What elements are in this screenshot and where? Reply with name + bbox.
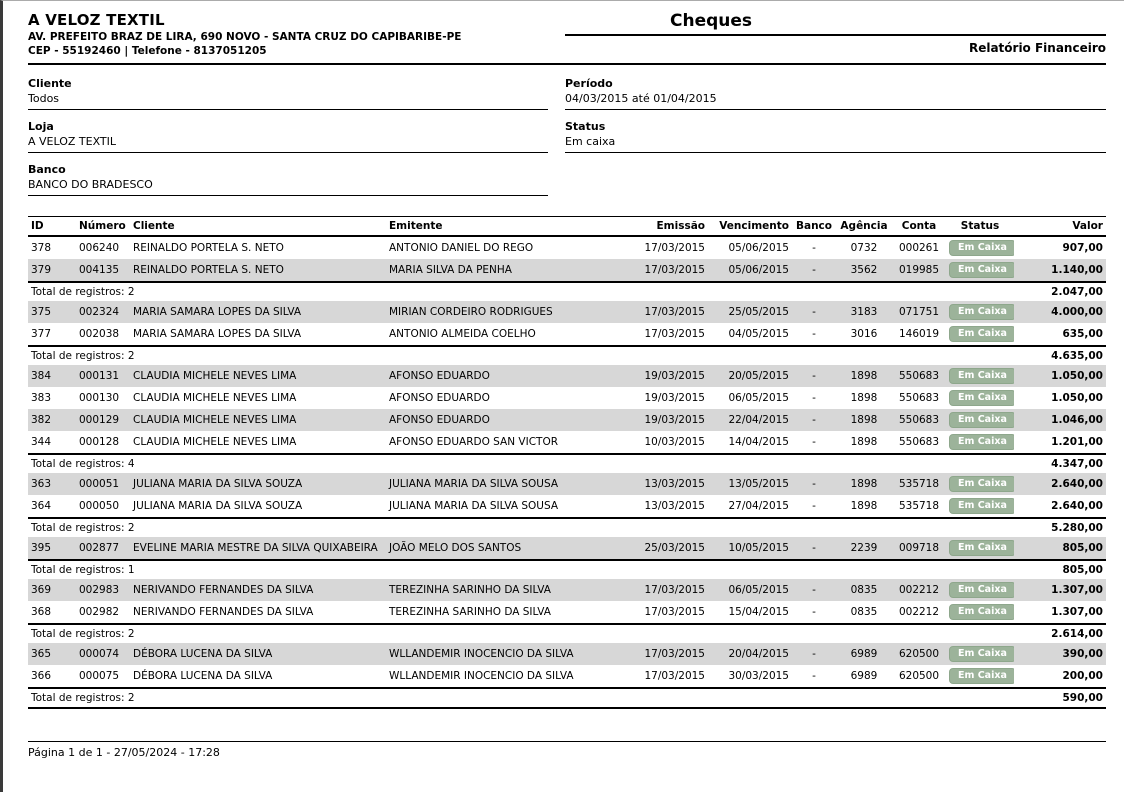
cell-status bbox=[946, 409, 1014, 431]
cell-numero: 000051 bbox=[76, 473, 130, 495]
cell-emissao: 17/03/2015 bbox=[638, 259, 708, 282]
cell-conta: 620500 bbox=[892, 665, 946, 688]
cell-agencia: 3562 bbox=[836, 259, 892, 282]
group-total-row bbox=[28, 624, 1106, 643]
cell-status bbox=[946, 601, 1014, 624]
cell-emitente: JOÃO MELO DOS SANTOS bbox=[386, 537, 638, 560]
cell-valor: 1.201,00 bbox=[1014, 431, 1106, 454]
cell-emitente: ANTONIO DANIEL DO REGO bbox=[389, 242, 534, 254]
cell-id: 378 bbox=[31, 242, 52, 254]
group-total-label: Total de registros: 4 bbox=[28, 454, 1014, 473]
cell-agencia: 1898 bbox=[836, 431, 892, 454]
cell-cliente: EVELINE MARIA MESTRE DA SILVA QUIXABEIRA bbox=[130, 537, 386, 560]
status-badge: Em Caixa bbox=[949, 412, 1014, 428]
cell-numero: 000131 bbox=[76, 365, 130, 387]
cell-id: 369 bbox=[28, 579, 76, 601]
cell-banco: - bbox=[812, 242, 816, 254]
cell-emissao: 17/03/2015 bbox=[638, 579, 708, 601]
cell-numero: 006240 bbox=[79, 242, 120, 254]
cell-numero: 002324 bbox=[76, 301, 130, 323]
cell-status bbox=[946, 643, 1014, 665]
cell-emissao: 17/03/2015 bbox=[638, 323, 708, 346]
cell-conta: 550683 bbox=[892, 365, 946, 387]
cell-id: 363 bbox=[28, 473, 76, 495]
cell-emitente: WLLANDEMIR INOCENCIO DA SILVA bbox=[386, 643, 638, 665]
table-row bbox=[28, 579, 1106, 601]
group-total-row bbox=[28, 346, 1106, 365]
status-badge: Em Caixa bbox=[949, 326, 1014, 342]
filter-loja-value: A VELOZ TEXTIL bbox=[28, 135, 117, 148]
company-name: A VELOZ TEXTIL bbox=[28, 11, 165, 29]
filters bbox=[28, 77, 1106, 206]
column-header-agência: Agência bbox=[836, 217, 892, 237]
cell-id: 368 bbox=[28, 601, 76, 624]
cell-numero: 000050 bbox=[76, 495, 130, 518]
cell-cliente: NERIVANDO FERNANDES DA SILVA bbox=[130, 601, 386, 624]
cell-banco: - bbox=[792, 643, 836, 665]
column-header-valor: Valor bbox=[1014, 217, 1106, 237]
cell-valor: 907,00 bbox=[1062, 242, 1103, 254]
group-total-value: 2.614,00 bbox=[1014, 624, 1106, 643]
cell-vencimento: 13/05/2015 bbox=[708, 473, 792, 495]
cell-emitente: AFONSO EDUARDO bbox=[386, 409, 638, 431]
cell-numero: 000074 bbox=[76, 643, 130, 665]
column-header-id: ID bbox=[28, 217, 76, 237]
cell-id: 382 bbox=[28, 409, 76, 431]
cell-banco: - bbox=[792, 259, 836, 282]
cell-conta: 002212 bbox=[892, 601, 946, 624]
cell-conta: 550683 bbox=[892, 431, 946, 454]
filter-periodo bbox=[565, 77, 1106, 110]
cell-agencia: 0835 bbox=[836, 579, 892, 601]
cell-conta: 550683 bbox=[898, 392, 940, 404]
cell-valor: 390,00 bbox=[1014, 643, 1106, 665]
table-row bbox=[28, 537, 1106, 560]
cell-banco: - bbox=[792, 323, 836, 346]
filter-cliente bbox=[28, 77, 548, 110]
group-total-row bbox=[28, 518, 1106, 537]
report-title-block bbox=[565, 11, 1106, 55]
status-badge: Em Caixa bbox=[949, 240, 1014, 256]
cell-id: 377 bbox=[28, 323, 76, 346]
cell-numero: 000129 bbox=[76, 409, 130, 431]
group-total-row bbox=[28, 454, 1106, 473]
cell-numero: 000130 bbox=[79, 392, 120, 404]
cell-valor: 1.307,00 bbox=[1014, 601, 1106, 624]
cell-status bbox=[946, 323, 1014, 346]
cell-conta: 019985 bbox=[892, 259, 946, 282]
cell-cliente: NERIVANDO FERNANDES DA SILVA bbox=[130, 579, 386, 601]
cell-numero: 000128 bbox=[76, 431, 130, 454]
cell-vencimento: 06/05/2015 bbox=[708, 579, 792, 601]
cell-banco: - bbox=[792, 409, 836, 431]
cell-conta: 535718 bbox=[892, 495, 946, 518]
filter-status bbox=[565, 120, 1106, 153]
column-header-emissão: Emissão bbox=[638, 217, 708, 237]
cell-emissao: 13/03/2015 bbox=[638, 495, 708, 518]
table-header-row bbox=[28, 217, 1106, 237]
cell-emissao: 17/03/2015 bbox=[638, 643, 708, 665]
cell-conta: 000261 bbox=[898, 242, 940, 254]
cell-banco: - bbox=[812, 392, 816, 404]
group-total-value: 590,00 bbox=[1014, 688, 1106, 708]
status-badge: Em Caixa bbox=[949, 582, 1014, 598]
cell-conta: 146019 bbox=[892, 323, 946, 346]
cell-banco: - bbox=[792, 495, 836, 518]
filter-status-label: Status bbox=[565, 120, 606, 133]
cell-emissao: 17/03/2015 bbox=[638, 665, 708, 688]
cell-emissao: 13/03/2015 bbox=[638, 473, 708, 495]
cell-id: 395 bbox=[28, 537, 76, 560]
column-header-emitente: Emitente bbox=[386, 217, 638, 237]
cell-cliente: CLAUDIA MICHELE NEVES LIMA bbox=[133, 392, 297, 404]
cell-id: 366 bbox=[28, 665, 76, 688]
table-header bbox=[28, 217, 1106, 237]
filter-periodo-value: 04/03/2015 até 01/04/2015 bbox=[565, 92, 717, 105]
cell-numero: 004135 bbox=[76, 259, 130, 282]
cell-emitente: TEREZINHA SARINHO DA SILVA bbox=[386, 579, 638, 601]
cell-conta: 002212 bbox=[892, 579, 946, 601]
column-header-banco: Banco bbox=[792, 217, 836, 237]
cell-banco: - bbox=[792, 537, 836, 560]
table-row bbox=[28, 301, 1106, 323]
cell-agencia: 6989 bbox=[836, 665, 892, 688]
cell-agencia: 1898 bbox=[836, 409, 892, 431]
cell-emitente: AFONSO EDUARDO bbox=[389, 392, 490, 404]
cell-vencimento: 27/04/2015 bbox=[708, 495, 792, 518]
cell-id: 383 bbox=[31, 392, 52, 404]
cell-id: 384 bbox=[28, 365, 76, 387]
cell-agencia: 0835 bbox=[836, 601, 892, 624]
filter-periodo-label: Período bbox=[565, 77, 613, 90]
cell-id: 375 bbox=[28, 301, 76, 323]
filter-spacer bbox=[565, 163, 1106, 206]
status-badge: Em Caixa bbox=[949, 646, 1014, 662]
cell-vencimento: 20/04/2015 bbox=[708, 643, 792, 665]
company-address: AV. PREFEITO BRAZ DE LIRA, 690 NOVO - SANTA CRUZ DO CAPIBARIBE-PE bbox=[28, 31, 462, 43]
cell-cliente: MARIA SAMARA LOPES DA SILVA bbox=[130, 323, 386, 346]
cell-emitente: JULIANA MARIA DA SILVA SOUSA bbox=[386, 495, 638, 518]
status-badge: Em Caixa bbox=[949, 304, 1014, 320]
cell-vencimento: 14/04/2015 bbox=[708, 431, 792, 454]
cell-vencimento: 30/03/2015 bbox=[708, 665, 792, 688]
cell-numero: 002983 bbox=[76, 579, 130, 601]
cell-status bbox=[946, 579, 1014, 601]
page-footer bbox=[28, 741, 1106, 759]
table-row bbox=[28, 409, 1106, 431]
cell-emissao: 10/03/2015 bbox=[638, 431, 708, 454]
cell-numero: 002982 bbox=[76, 601, 130, 624]
group-total-value: 4.347,00 bbox=[1014, 454, 1106, 473]
cell-banco: - bbox=[792, 601, 836, 624]
status-badge: Em Caixa bbox=[949, 368, 1014, 384]
cell-emissao: 17/03/2015 bbox=[644, 242, 705, 254]
cell-status bbox=[946, 365, 1014, 387]
cell-numero: 002038 bbox=[76, 323, 130, 346]
cell-cliente: REINALDO PORTELA S. NETO bbox=[133, 242, 284, 254]
table-row bbox=[28, 495, 1106, 518]
cell-status bbox=[946, 473, 1014, 495]
table-row bbox=[28, 601, 1106, 624]
cell-status bbox=[946, 431, 1014, 454]
cell-status bbox=[946, 301, 1014, 323]
table-body bbox=[28, 236, 1106, 708]
cell-agencia: 6989 bbox=[836, 643, 892, 665]
cell-cliente: JULIANA MARIA DA SILVA SOUZA bbox=[130, 473, 386, 495]
cell-emitente: AFONSO EDUARDO bbox=[386, 365, 638, 387]
group-total-label: Total de registros: 2 bbox=[28, 624, 1014, 643]
cell-banco: - bbox=[792, 579, 836, 601]
cell-numero: 000075 bbox=[76, 665, 130, 688]
cell-emitente: MARIA SILVA DA PENHA bbox=[386, 259, 638, 282]
table-row bbox=[28, 473, 1106, 495]
status-badge: Em Caixa bbox=[949, 476, 1014, 492]
cell-id: 379 bbox=[28, 259, 76, 282]
cell-emissao: 19/03/2015 bbox=[638, 365, 708, 387]
cell-status bbox=[946, 537, 1014, 560]
cell-id: 344 bbox=[28, 431, 76, 454]
company-cep-phone: CEP - 55192460 | Telefone - 8137051205 bbox=[28, 45, 267, 57]
cell-numero: 002877 bbox=[76, 537, 130, 560]
group-total-row bbox=[28, 282, 1106, 301]
filter-cliente-value: Todos bbox=[28, 92, 60, 105]
footer-page-info: Página 1 de 1 - 27/05/2024 - 17:28 bbox=[28, 746, 220, 759]
cell-vencimento: 04/05/2015 bbox=[708, 323, 792, 346]
cell-status bbox=[946, 495, 1014, 518]
table-row bbox=[28, 259, 1106, 282]
cell-cliente: CLAUDIA MICHELE NEVES LIMA bbox=[130, 431, 386, 454]
cell-conta: 071751 bbox=[892, 301, 946, 323]
cell-vencimento: 10/05/2015 bbox=[708, 537, 792, 560]
table-row bbox=[28, 236, 1106, 259]
cell-emitente: AFONSO EDUARDO SAN VICTOR bbox=[386, 431, 638, 454]
column-header-cliente: Cliente bbox=[130, 217, 386, 237]
cell-conta: 535718 bbox=[892, 473, 946, 495]
group-total-value: 5.280,00 bbox=[1014, 518, 1106, 537]
cell-valor: 1.307,00 bbox=[1014, 579, 1106, 601]
cell-vencimento: 05/06/2015 bbox=[728, 242, 789, 254]
cell-valor: 805,00 bbox=[1014, 537, 1106, 560]
status-badge: Em Caixa bbox=[949, 434, 1014, 450]
status-badge: Em Caixa bbox=[949, 498, 1014, 514]
column-header-conta: Conta bbox=[892, 217, 946, 237]
cell-agencia: 3016 bbox=[836, 323, 892, 346]
cell-emissao: 17/03/2015 bbox=[638, 301, 708, 323]
cell-conta: 009718 bbox=[892, 537, 946, 560]
cell-emitente: WLLANDEMIR INOCENCIO DA SILVA bbox=[386, 665, 638, 688]
column-header-vencimento: Vencimento bbox=[708, 217, 792, 237]
status-badge: Em Caixa bbox=[949, 668, 1014, 684]
group-total-row bbox=[28, 560, 1106, 579]
filter-banco bbox=[28, 163, 548, 196]
group-total-label: Total de registros: 2 bbox=[28, 346, 1014, 365]
cell-emitente: JULIANA MARIA DA SILVA SOUSA bbox=[386, 473, 638, 495]
cell-emitente: TEREZINHA SARINHO DA SILVA bbox=[386, 601, 638, 624]
column-header-número: Número bbox=[76, 217, 130, 237]
status-badge: Em Caixa bbox=[949, 390, 1014, 406]
cell-status bbox=[946, 259, 1014, 282]
table-row bbox=[28, 365, 1106, 387]
cell-valor: 4.000,00 bbox=[1014, 301, 1106, 323]
filter-loja-label: Loja bbox=[28, 120, 54, 133]
group-total-label: Total de registros: 2 bbox=[28, 518, 1014, 537]
cell-emissao: 25/03/2015 bbox=[638, 537, 708, 560]
cell-agencia: 3183 bbox=[836, 301, 892, 323]
cell-valor: 2.640,00 bbox=[1014, 473, 1106, 495]
group-total-value: 4.635,00 bbox=[1014, 346, 1106, 365]
report-content bbox=[3, 1, 1124, 709]
cell-valor: 2.640,00 bbox=[1014, 495, 1106, 518]
cell-agencia: 0732 bbox=[850, 242, 878, 254]
cell-valor: 1.050,00 bbox=[1014, 365, 1106, 387]
report-subtitle: Relatório Financeiro bbox=[968, 41, 1106, 55]
cell-vencimento: 20/05/2015 bbox=[708, 365, 792, 387]
cell-conta: 620500 bbox=[892, 643, 946, 665]
cell-vencimento: 05/06/2015 bbox=[708, 259, 792, 282]
cell-emissao: 19/03/2015 bbox=[644, 392, 705, 404]
cell-vencimento: 25/05/2015 bbox=[708, 301, 792, 323]
group-total-value: 2.047,00 bbox=[1014, 282, 1106, 301]
cell-cliente: REINALDO PORTELA S. NETO bbox=[130, 259, 386, 282]
cell-emitente: ANTONIO ALMEIDA COELHO bbox=[386, 323, 638, 346]
cell-valor: 200,00 bbox=[1014, 665, 1106, 688]
cell-cliente: CLAUDIA MICHELE NEVES LIMA bbox=[130, 365, 386, 387]
cell-banco: - bbox=[792, 365, 836, 387]
table-row bbox=[28, 431, 1106, 454]
filter-banco-label: Banco bbox=[28, 163, 66, 176]
cell-emissao: 17/03/2015 bbox=[638, 601, 708, 624]
cell-emissao: 19/03/2015 bbox=[638, 409, 708, 431]
table-row bbox=[28, 665, 1106, 688]
filter-loja bbox=[28, 120, 548, 153]
company-block bbox=[28, 11, 565, 57]
status-badge: Em Caixa bbox=[949, 540, 1014, 556]
table-row bbox=[28, 643, 1106, 665]
cell-id: 365 bbox=[28, 643, 76, 665]
group-total-row bbox=[28, 688, 1106, 708]
cell-emitente: MIRIAN CORDEIRO RODRIGUES bbox=[386, 301, 638, 323]
table-row bbox=[28, 323, 1106, 346]
cell-agencia: 1898 bbox=[836, 495, 892, 518]
cell-banco: - bbox=[792, 473, 836, 495]
column-header-status: Status bbox=[946, 217, 1014, 237]
cell-status bbox=[946, 387, 1014, 409]
cell-cliente: JULIANA MARIA DA SILVA SOUZA bbox=[130, 495, 386, 518]
cheques-table bbox=[28, 216, 1106, 709]
cell-cliente: DÉBORA LUCENA DA SILVA bbox=[130, 665, 386, 688]
page-title: Cheques bbox=[565, 11, 1106, 36]
cell-status bbox=[946, 665, 1014, 688]
cell-cliente: MARIA SAMARA LOPES DA SILVA bbox=[130, 301, 386, 323]
cell-valor: 1.050,00 bbox=[1051, 392, 1103, 404]
cell-vencimento: 22/04/2015 bbox=[708, 409, 792, 431]
filter-cliente-label: Cliente bbox=[28, 77, 72, 90]
cell-vencimento: 15/04/2015 bbox=[708, 601, 792, 624]
cell-agencia: 1898 bbox=[836, 365, 892, 387]
cell-status bbox=[946, 236, 1014, 259]
cell-banco: - bbox=[792, 665, 836, 688]
group-total-label: Total de registros: 2 bbox=[28, 282, 1014, 301]
filter-banco-value: BANCO DO BRADESCO bbox=[28, 178, 153, 191]
group-total-label: Total de registros: 2 bbox=[28, 688, 1014, 708]
cell-agencia: 1898 bbox=[850, 392, 878, 404]
group-total-value: 805,00 bbox=[1014, 560, 1106, 579]
table-row bbox=[28, 387, 1106, 409]
cell-vencimento: 06/05/2015 bbox=[728, 392, 789, 404]
cell-cliente: CLAUDIA MICHELE NEVES LIMA bbox=[130, 409, 386, 431]
status-badge: Em Caixa bbox=[949, 604, 1014, 620]
cell-agencia: 2239 bbox=[836, 537, 892, 560]
report-header bbox=[28, 11, 1106, 65]
cell-cliente: DÉBORA LUCENA DA SILVA bbox=[130, 643, 386, 665]
status-badge: Em Caixa bbox=[949, 262, 1014, 278]
cell-agencia: 1898 bbox=[836, 473, 892, 495]
cell-valor: 1.046,00 bbox=[1014, 409, 1106, 431]
cell-valor: 1.140,00 bbox=[1014, 259, 1106, 282]
cell-banco: - bbox=[792, 301, 836, 323]
cell-banco: - bbox=[792, 431, 836, 454]
cell-conta: 550683 bbox=[892, 409, 946, 431]
cell-valor: 635,00 bbox=[1014, 323, 1106, 346]
group-total-label: Total de registros: 1 bbox=[28, 560, 1014, 579]
cell-id: 364 bbox=[28, 495, 76, 518]
filter-status-value: Em caixa bbox=[565, 135, 616, 148]
